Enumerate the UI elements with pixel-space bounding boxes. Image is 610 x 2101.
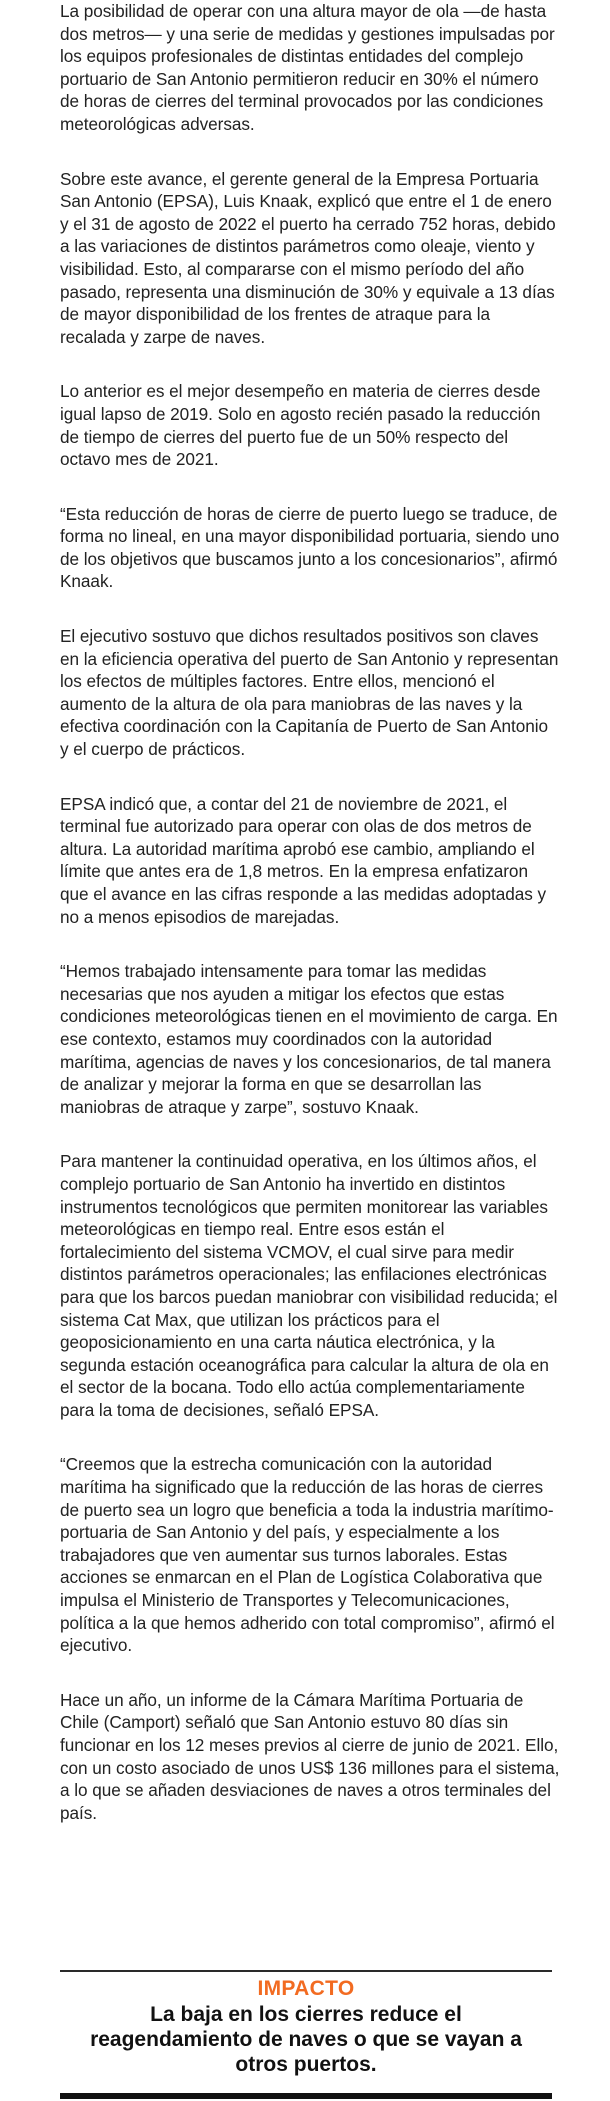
article-paragraph: “Esta reducción de horas de cierre de puerto luego se traduce, de forma no lineal, en una mayor disponibilidad portuaria, siendo uno de los objetivos que buscamos junto a los concesionarios”, afirmó Knaak. bbox=[60, 503, 560, 592]
impact-box bbox=[60, 1970, 552, 2077]
article-paragraph: El ejecutivo sostuvo que dichos resultados positivos son claves en la eficiencia operativa del puerto de San Antonio y representan los efectos de múltiples factores. Entre ellos, mencionó el aumento de la altura de ola para maniobras de las naves y la efectiva coordinación con la Capitanía de Puerto de San Antonio y el cuerpo de prácticos. bbox=[60, 626, 559, 760]
article-paragraph: Hace un año, un informe de la Cámara Marítima Portuaria de Chile (Camport) señaló que San Antonio estuvo 80 días sin funcionar en los 12 meses previos al cierre de junio de 2021. Ello, con un costo asociado de unos US$ 136 millones para el sistema, a lo que se añaden desviaciones de naves a otros terminales del país. bbox=[60, 1689, 560, 1823]
article-paragraph: Sobre este avance, el gerente general de la Empresa Portuaria San Antonio (EPSA), Luis Knaak, explicó que entre el 1 de enero y el 31 de agosto de 2022 el puerto ha cerrado 752 horas, debido a las variaciones de distintos parámetros como oleaje, viento y visibilidad. Esto, al compararse con el mismo período del año pasado, representa una disminución de 30% y equivale a 13 días de mayor disponibilidad de los frentes de atraque para la recalada y zarpe de naves. bbox=[60, 168, 556, 347]
article-paragraph: “Hemos trabajado intensamente para tomar las medidas necesarias que nos ayuden a mitigar los efectos que estas condiciones meteorológicas tienen en el movimiento de carga. En ese contexto, estamos muy coordinados con la autoridad marítima, agencias de naves y los concesionarios, de tal manera de analizar y mejorar la forma en que se desarrollan las maniobras de atraque y zarpe”, sostuvo Knaak. bbox=[60, 961, 558, 1117]
article-paragraph: Para mantener la continuidad operativa, en los últimos años, el complejo portuario de San Antonio ha invertido en distintos instrumentos tecnológicos que permiten monitorear las variables meteorológicas en tiempo real. Entre esos están el fortalecimiento del sistema VCMOV, el cual sirve para medir distintos parámetros operacionales; las enfilaciones electrónicas para que los barcos puedan maniobrar con visibilidad reducida; el sistema Cat Max, que utilizan los prácticos para el geoposicionamiento en una carta náutica electrónica, y la segunda estación oceanográfica para calcular la altura de ola en el sector de la bocana. Todo ello actúa complementariamente para la toma de decisiones, señaló EPSA. bbox=[60, 1151, 558, 1420]
article-paragraph: La posibilidad de operar con una altura mayor de ola —de hasta dos metros— y una serie de medidas y gestiones impulsadas por los equipos profesionales de distintas entidades del complejo portuario de San Antonio permitieron reducir en 30% el número de horas de cierres del terminal provocados por las condiciones meteorológicas adversas. bbox=[60, 1, 555, 134]
article-body bbox=[60, 0, 560, 1856]
impact-label: IMPACTO bbox=[257, 1977, 355, 2000]
article-paragraph: “Creemos que la estrecha comunicación con la autoridad marítima ha significado que la reducción de las horas de cierres de puerto sea un logro que beneficia a toda la industria marítimo-portuaria de San Antonio y del país, y especialmente a los trabajadores que ven aumentar sus turnos laborales. Estas acciones se enmarcan en el Plan de Logística Colaborativa que impulsa el Ministerio de Transportes y Telecomunicaciones, política a la que hemos adherido con total compromiso”, afirmó el ejecutivo. bbox=[60, 1454, 555, 1656]
impact-bottom-divider bbox=[60, 2093, 552, 2099]
impact-text: La baja en los cierres reduce el reagendamiento de naves o que se vayan a otros puertos. bbox=[90, 2003, 522, 2076]
article-paragraph: Lo anterior es el mejor desempeño en materia de cierres desde igual lapso de 2019. Solo en agosto recién pasado la reducción de tiempo de cierres del puerto fue de un 50% respecto del octavo mes de 2021. bbox=[60, 381, 541, 470]
article-paragraph: EPSA indicó que, a contar del 21 de noviembre de 2021, el terminal fue autorizado para operar con olas de dos metros de altura. La autoridad marítima aprobó ese cambio, ampliando el límite que antes era de 1,8 metros. En la empresa enfatizaron que el avance en las cifras responde a las medidas adoptadas y no a menos episodios de marejadas. bbox=[60, 793, 547, 927]
